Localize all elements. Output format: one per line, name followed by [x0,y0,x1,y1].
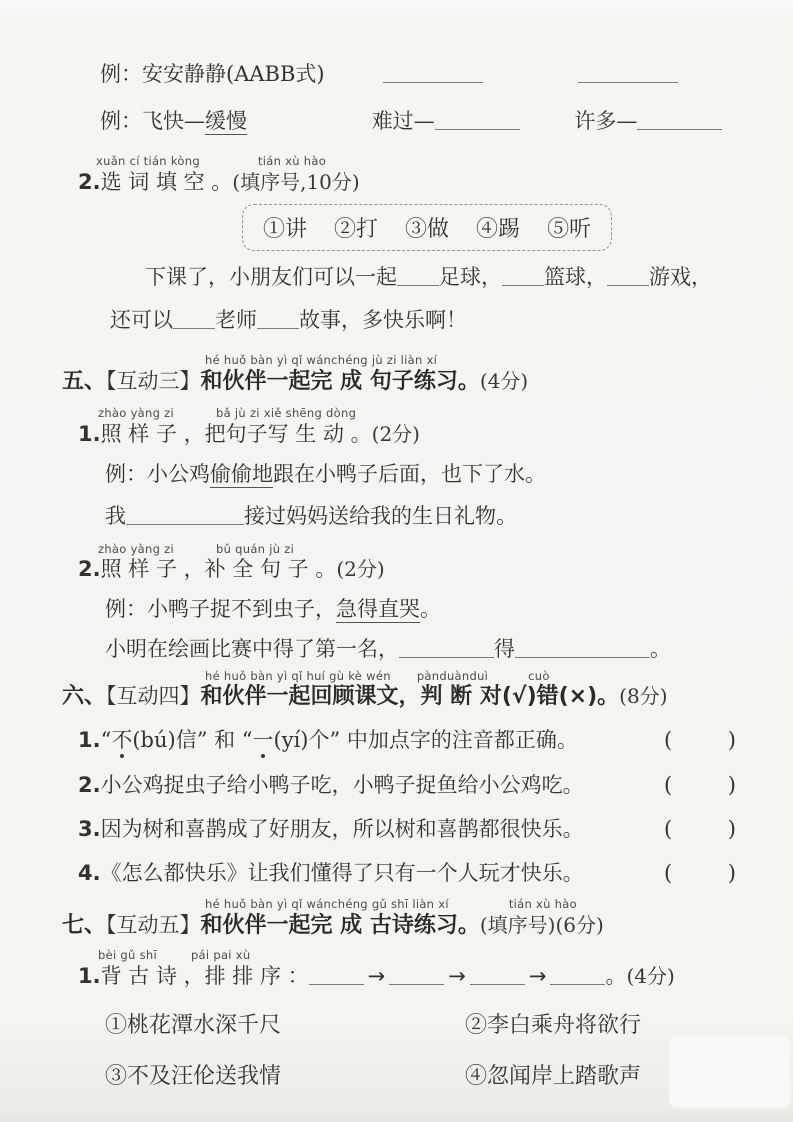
question-title: 背 古 诗 ，排 排 序 ： [100,963,309,988]
poem-option-3: ③不及汪伦送我情 [105,1063,282,1089]
antonym-pair-1-label: 难过— [371,109,435,134]
underlined-example-phrase: 急得直哭 [336,596,420,621]
section-number: 七、 [62,912,107,938]
s5q1-heading [78,408,722,446]
sentence-text: 得 [494,636,515,661]
pinyin: tián xù hào [257,154,327,169]
section-title: 和伙伴一起回顾课文，判 断 对(√)错(×)。 [200,684,620,710]
sentence-end: 。 [605,963,627,988]
pinyin-row [78,156,722,168]
word-bank-item: ②打 [334,216,379,242]
pinyin-row [78,950,722,962]
pinyin: bǎ jù zi xiě shēng dòng [216,406,357,420]
pinyin-row [78,541,722,556]
section6-heading [62,668,722,710]
answer-parentheses [664,817,736,841]
word-bank [242,204,612,251]
judge-statement [78,861,584,885]
example-aabb-text: 例：安安静静(AABB式) [100,62,325,86]
fill-blank [257,311,299,329]
fill-blank [502,268,544,286]
paren-open: ( [664,727,673,752]
sentence-text: 例：小鸭子捉不到虫子， [105,596,336,621]
question-title: 照 样 子 ，补 全 句 子 。 [100,557,337,582]
statement-text: (bú)信” 和 “ [132,727,253,752]
underlined-example-word: 缓慢 [205,109,247,134]
q2-sentence-1 [145,265,722,289]
answer-parentheses [664,861,736,885]
poem-option-1: ①桃花潭水深千尺 [105,1012,282,1038]
fill-blank [607,268,649,286]
pinyin: pái pai xù [190,948,251,962]
judge-item-4 [78,861,736,885]
section7-heading [62,899,722,938]
section-title: 和伙伴一起完 成 古诗练习。 [200,912,480,938]
arrow-icon: → [448,963,466,988]
poem-option-2: ②李白乘舟将欲行 [465,1012,642,1038]
answer-parentheses [664,773,736,797]
antonym-pair-2-label: 许多— [574,109,638,134]
word-bank-item: ⑤听 [547,216,592,242]
s5q2-heading [78,541,722,582]
judge-item-1 [78,728,736,752]
section-score: (8分) [619,684,668,709]
item-number: 4. [78,861,101,886]
answer-blank [435,112,520,130]
judge-statement [78,773,584,797]
order-blank [470,967,525,985]
word-bank-item: ④踢 [476,216,521,242]
fill-blank [399,640,494,658]
question-score: (4分) [626,963,675,988]
order-blank [389,967,444,985]
judge-item-3 [78,817,736,841]
answer-blank [383,65,483,83]
pinyin-row [62,899,722,911]
answer-blank [637,112,722,130]
sentence-text: 接过妈妈送给我的生日礼物。 [244,503,517,528]
q2-heading [78,156,722,194]
sentence-text: 例：小公鸡 [105,461,210,486]
judge-item-2 [78,773,736,797]
section-score: (填序号)(6分) [479,912,604,937]
sentence-text: 足球， [439,264,502,289]
arrow-icon: → [528,963,547,988]
statement-text: 《怎么都快乐》让我们懂得了只有一个人玩才快乐。 [100,861,584,886]
fill-blank [173,311,215,329]
sentence-text: 。 [420,596,441,621]
pinyin: zhào yàng zi [98,541,174,556]
pinyin: bǔ quán jù zi [216,541,295,556]
section-number: 五、 [62,368,107,394]
s5q1-fill-line [105,504,722,528]
word-bank-container [242,204,722,251]
section-tag: 【互动四】 [106,684,201,709]
s5q1-example [105,462,722,486]
sentence-text: 游戏， [649,264,712,289]
pinyin: tián xù hào [508,897,577,912]
emphasized-char: 一 [252,727,274,752]
question-note: (填序号,10分) [232,169,360,194]
question-title: 照 样 子 ，把句子写 生 动 。 [100,421,372,446]
pinyin: xuǎn cí tián kòng [96,154,200,169]
fill-blank [397,268,439,286]
answer-parentheses [664,728,736,752]
paren-close: ) [727,816,736,841]
word-bank-item: ③做 [405,216,450,242]
paren-close: ) [727,861,736,886]
statement-text: 因为树和喜鹊成了好朋友，所以树和喜鹊都很快乐。 [100,816,584,841]
order-blank [309,967,364,985]
paren-open: ( [664,816,673,841]
section-title: 和伙伴一起完 成 句子练习。 [200,368,480,394]
example-aabb-line [100,62,722,86]
section-tag: 【互动五】 [106,912,201,937]
s7q1-line [78,950,722,988]
underlined-example-phrase: 偷偷地 [210,461,273,486]
pinyin-row [78,408,722,420]
answer-blank [578,65,678,83]
question-score: (2分) [371,421,420,446]
fill-blank [126,507,244,525]
judge-statement [78,817,584,841]
pinyin: hé huǒ bàn yì qǐ wánchéng jù zi liàn xí [205,353,438,368]
q2-sentence-2 [110,308,722,332]
statement-text: 小公鸡捉虫子给小鸭子吃，小鸭子捉鱼给小公鸡吃。 [100,772,584,797]
s5q2-example [105,597,722,621]
emphasized-char: 不 [111,727,133,752]
paren-close: ) [727,772,736,797]
sentence-text: 。 [650,636,671,661]
section-number: 六、 [62,684,107,710]
question-number: 2. [78,169,101,194]
sentence-text: 跟在小鸭子后面，也下了水。 [273,461,546,486]
pinyin: zhào yàng zi [98,406,174,420]
question-number: 1. [78,421,101,446]
pinyin: cuò [528,668,550,683]
question-number: 1. [78,963,101,988]
exam-content [62,62,736,1090]
paren-close: ) [727,727,736,752]
sentence-text: 还可以 [110,308,173,333]
pinyin: hé huǒ bàn yì qǐ huí gù kè wén [205,668,391,683]
poem-options [105,1008,722,1090]
pinyin-row [62,668,722,683]
pinyin: bèi gǔ shī [98,948,157,962]
sentence-text: 篮球， [544,264,607,289]
judge-statement [78,728,578,752]
pinyin: pànduànduì [416,668,489,683]
arrow-icon: → [367,963,386,988]
paren-open: ( [664,772,673,797]
question-title: 选 词 填 空 。 [100,169,233,194]
section5-heading [62,355,722,394]
example-antonym-text: 例：飞快— [100,109,205,134]
statement-text: (yí)个” 中加点字的注音都正确。 [273,727,578,752]
sentence-text: 我 [105,503,126,528]
item-number: 3. [78,816,101,841]
fill-blank [515,640,650,658]
section-tag: 【互动三】 [106,368,201,393]
s5q2-fill-line [105,637,722,661]
item-number: 1. [78,727,101,752]
sentence-text: 下课了，小朋友们可以一起 [145,264,397,289]
statement-text: “ [100,727,112,752]
question-score: (2分) [336,557,385,582]
pinyin-row [62,355,722,367]
question-number: 2. [78,557,101,582]
sentence-text: 故事，多快乐啊！ [299,308,467,333]
word-bank-item: ①讲 [263,216,308,242]
item-number: 2. [78,772,101,797]
pinyin: hé huǒ bàn yì qǐ wánchéng gǔ shī liàn xí [205,897,449,912]
section-score: (4分) [479,368,529,393]
order-blank [550,967,605,985]
paren-open: ( [664,861,673,886]
sentence-text: 老师 [215,308,257,333]
poem-option-4: ④忽闻岸上踏歌声 [465,1063,642,1089]
sentence-text: 小明在绘画比赛中得了第一名， [105,636,399,661]
example-antonym-line [100,109,722,133]
